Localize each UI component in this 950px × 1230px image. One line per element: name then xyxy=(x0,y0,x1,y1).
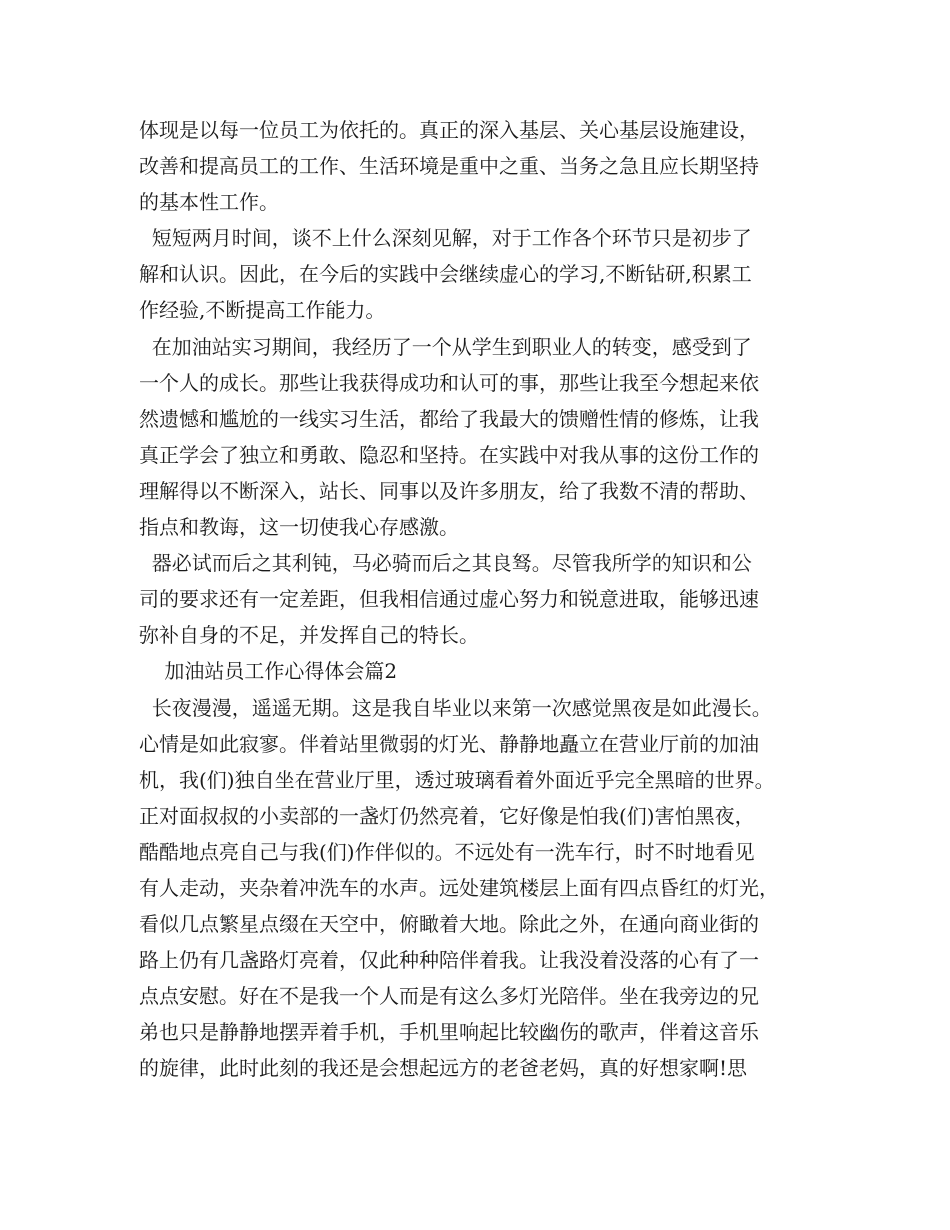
document-body xyxy=(139,112,829,1087)
text-line: 弥补自身的不足，并发挥自己的特长。 xyxy=(139,623,479,648)
text-line: 司的要求还有一定差距，但我相信通过虚心努力和锐意进取，能够迅速 xyxy=(139,587,759,612)
text-line: 机，我(们)独自坐在营业厅里，透过玻璃看着外面近乎完全黑暗的世界。 xyxy=(139,767,775,792)
text-line: 解和认识。因此，在今后的实践中会继续虚心的学习,不断钻研,积累工 xyxy=(139,262,752,287)
text-line: 在加油站实习期间，我经历了一个从学生到职业人的转变，感受到了 xyxy=(139,334,752,359)
text-line: 然遗憾和尴尬的一线实习生活，都给了我最大的馈赠性情的修炼，让我 xyxy=(139,406,759,431)
text-line: 正对面叔叔的小卖部的一盏灯仍然亮着，它好像是怕我(们)害怕黑夜， xyxy=(139,803,755,828)
text-line: 的基本性工作。 xyxy=(139,190,279,215)
text-line: 真正学会了独立和勇敢、隐忍和坚持。在实践中对我从事的这份工作的 xyxy=(139,442,759,467)
text-line: 心情是如此寂寥。伴着站里微弱的灯光、静静地矗立在营业厅前的加油 xyxy=(139,731,759,756)
text-line: 改善和提高员工的工作、生活环境是重中之重、当务之急且应长期坚持 xyxy=(139,154,759,179)
text-line: 酷酷地点亮自己与我(们)作伴似的。不远处有一洗车行，时不时地看见 xyxy=(139,839,755,864)
text-line: 长夜漫漫，遥遥无期。这是我自毕业以来第一次感觉黑夜是如此漫长。 xyxy=(139,695,772,720)
text-line: 弟也只是静静地摆弄着手机，手机里响起比较幽伤的歌声，伴着这音乐 xyxy=(139,1020,759,1045)
text-line: 路上仍有几盏路灯亮着，仅此种种陪伴着我。让我没着没落的心有了一 xyxy=(139,948,759,973)
text-line: 器必试而后之其利钝，马必骑而后之其良驽。尽管我所学的知识和公 xyxy=(139,551,752,576)
text-line: 指点和教诲，这一切使我心存感激。 xyxy=(139,515,459,540)
text-line: 短短两月时间，谈不上什么深刻见解，对于工作各个环节只是初步了 xyxy=(139,226,752,251)
text-line: 的旋律，此时此刻的我还是会想起远方的老爸老妈，真的好想家啊!思 xyxy=(139,1056,748,1081)
text-line: 体现是以每一位员工为依托的。真正的深入基层、关心基层设施建设， xyxy=(139,118,759,142)
text-line: 作经验,不断提高工作能力。 xyxy=(139,298,386,323)
text-line: 理解得以不断深入，站长、同事以及许多朋友，给了我数不清的帮助、 xyxy=(139,478,759,503)
text-line: 一个人的成长。那些让我获得成功和认可的事，那些让我至今想起来依 xyxy=(139,370,759,395)
text-line: 点点安慰。好在不是我一个人而是有这么多灯光陪伴。坐在我旁边的兄 xyxy=(139,984,759,1009)
text-line: 看似几点繁星点缀在天空中，俯瞰着大地。除此之外，在通向商业街的 xyxy=(139,912,759,937)
text-line: 有人走动，夹杂着冲洗车的水声。远处建筑楼层上面有四点昏红的灯光， xyxy=(139,875,779,900)
section-heading: 加油站员工作心得体会篇2 xyxy=(139,659,398,684)
